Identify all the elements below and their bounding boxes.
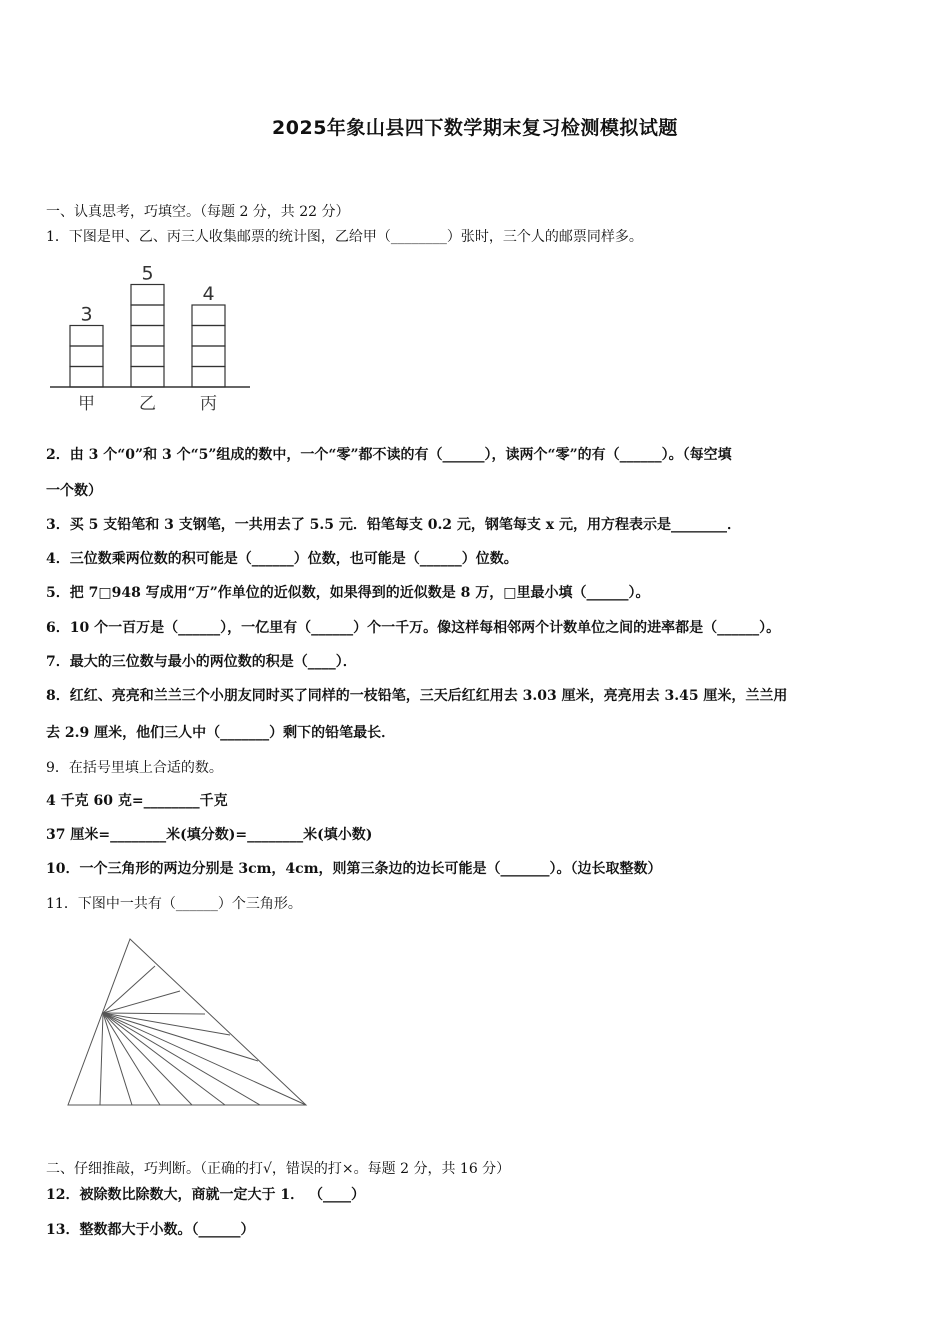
bar-cell-丙 bbox=[192, 305, 225, 326]
segment bbox=[103, 1013, 132, 1105]
bar-cell-乙 bbox=[131, 305, 164, 326]
question-3: 3．买 5 支铅笔和 3 支钢笔，一共用去了 5.5 元．铅笔每支 0.2 元，钢笔每支 x 元，用方程表示是________． bbox=[46, 517, 742, 533]
question-12: 12．被除数比除数大，商就一定大于 1． （____） bbox=[46, 1187, 365, 1203]
bar-category-label: 丙 bbox=[200, 394, 217, 414]
bar-cell-甲 bbox=[70, 367, 103, 388]
segment bbox=[103, 1013, 225, 1105]
question-7: 7．最大的三位数与最小的两位数的积是（____）． bbox=[46, 654, 357, 670]
bar-cell-丙 bbox=[192, 346, 225, 367]
segment bbox=[103, 1013, 160, 1105]
bar-cell-甲 bbox=[70, 346, 103, 367]
bar-cell-乙 bbox=[131, 346, 164, 367]
question-9b: 37 厘米=________米(填分数)=________米(填小数) bbox=[46, 827, 373, 843]
bar-value-label: 4 bbox=[202, 283, 215, 305]
triangle-figure bbox=[60, 935, 315, 1115]
outer-triangle bbox=[68, 939, 306, 1105]
bar-category-label: 乙 bbox=[139, 394, 156, 414]
bar-value-label: 5 bbox=[141, 262, 154, 285]
bar-cell-乙 bbox=[131, 367, 164, 388]
page-title: 2025年象山县四下数学期末复习检测模拟试题 bbox=[272, 117, 678, 139]
question-2-line1: 2．由 3 个“0”和 3 个“5”组成的数中，一个“零”都不读的有（______），读两个“零”的有（______）。（每空填 bbox=[46, 447, 732, 463]
segment bbox=[103, 1013, 205, 1014]
question-8-line2: 去 2.9 厘米，他们三人中（_______）剩下的铅笔最长． bbox=[46, 725, 396, 741]
segment bbox=[103, 1013, 306, 1105]
question-5: 5．把 7□948 写成用“万”作单位的近似数，如果得到的近似数是 8 万，□里最小填（______）。 bbox=[46, 585, 650, 601]
question-1: 1．下图是甲、乙、丙三人收集邮票的统计图，乙给甲（________）张时，三个人的邮票同样多。 bbox=[46, 229, 643, 245]
bar-cell-丙 bbox=[192, 326, 225, 347]
bar-cell-乙 bbox=[131, 326, 164, 347]
bar-cell-丙 bbox=[192, 367, 225, 388]
question-4: 4．三位数乘两位数的积可能是（______）位数，也可能是（______）位数。 bbox=[46, 551, 518, 567]
question-10: 10．一个三角形的两边分别是 3cm，4cm，则第三条边的边长可能是（_______）。（边长取整数） bbox=[46, 861, 662, 877]
question-8-line1: 8．红红、亮亮和兰兰三个小朋友同时买了同样的一枝铅笔，三天后红红用去 3.03 厘米，亮亮用去 3.45 厘米，兰兰用 bbox=[46, 688, 788, 704]
question-13: 13．整数都大于小数。（______） bbox=[46, 1222, 255, 1238]
stamp-bar-chart bbox=[46, 258, 256, 418]
question-2-line2: 一个数） bbox=[46, 483, 102, 499]
section2-heading: 二、仔细推敲，巧判断。（正确的打√，错误的打×。每题 2 分，共 16 分） bbox=[46, 1161, 511, 1177]
bar-cell-乙 bbox=[131, 285, 164, 306]
bar-category-label: 甲 bbox=[78, 394, 95, 414]
question-9: 9．在括号里填上合适的数。 bbox=[46, 760, 223, 776]
question-11: 11．下图中一共有（______）个三角形。 bbox=[46, 896, 302, 912]
question-6: 6．10 个一百万是（______），一亿里有（______）个一千万。像这样每相邻两个计数单位之间的进率都是（______）。 bbox=[46, 620, 781, 636]
question-9a: 4 千克 60 克=________千克 bbox=[46, 793, 228, 809]
bar-cell-甲 bbox=[70, 326, 103, 347]
bar-value-label: 3 bbox=[80, 303, 93, 326]
section1-heading: 一、认真思考，巧填空。（每题 2 分，共 22 分） bbox=[46, 204, 350, 220]
segment bbox=[100, 1013, 103, 1105]
